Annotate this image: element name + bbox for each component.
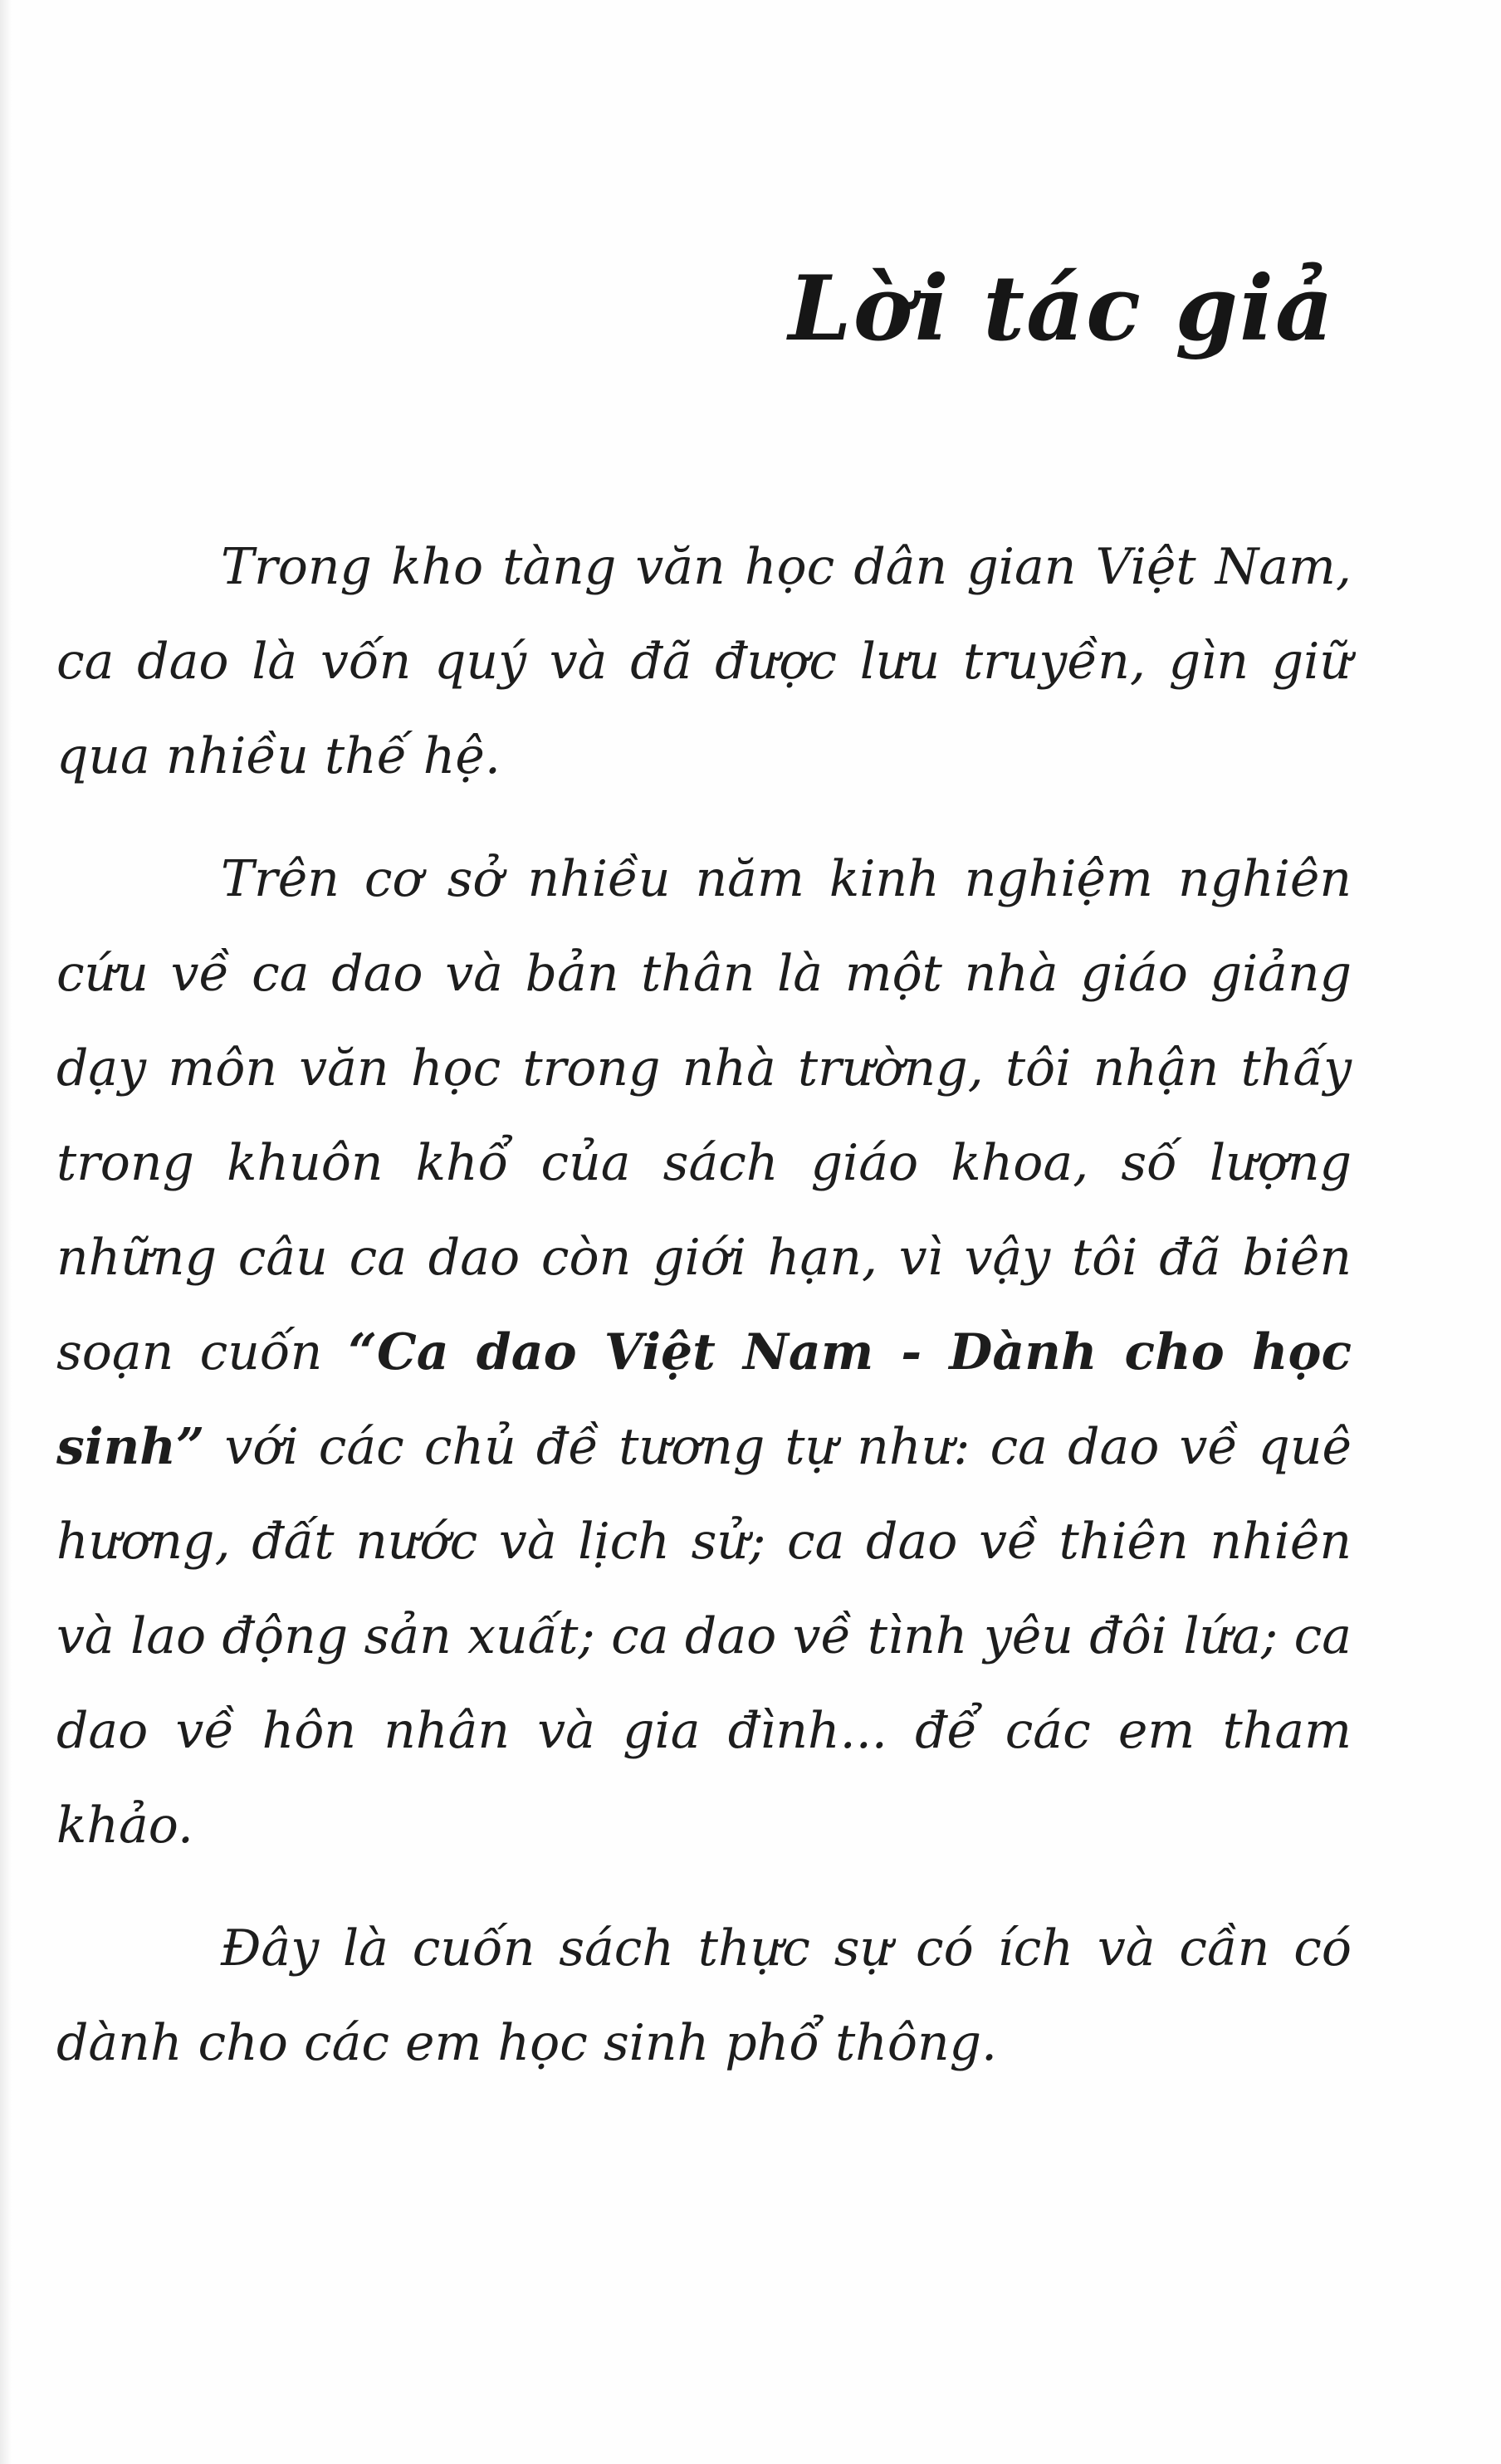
paragraph-2-after: với các chủ đề tương tự như: ca dao về quê hương, đất nước và lịch sử; ca dao về thiên nhiên và lao động sản xuất; ca dao về tình yêu đôi lứa; ca dao về hôn nhân và gia đình... để các em tham khảo. (56, 1418, 1352, 1855)
paragraph-2 (56, 832, 1352, 1873)
page-edge-shadow (0, 0, 12, 2464)
paragraph-1: Trong kho tàng văn học dân gian Việt Nam, ca dao là vốn quý và đã được lưu truyền, gìn giữ qua nhiều thế hệ. (56, 538, 1352, 785)
page-title: Lời tác giả (788, 257, 1335, 361)
preface-body (56, 520, 1352, 2119)
book-title: “Ca dao Việt Nam - Dành cho học sinh” (56, 1323, 1352, 1476)
paragraph-3: Đây là cuốn sách thực sự có ích và cần có dành cho các em học sinh phổ thông. (56, 1919, 1352, 2072)
paragraph-2-before: Trên cơ sở nhiều năm kinh nghiệm nghiên cứu về ca dao và bản thân là một nhà giáo giảng dạy môn văn học trong nhà trường, tôi nhận thấy trong khuôn khổ của sách giáo khoa, số lượng những câu ca dao còn giới hạn, vì vậy tôi đã biên soạn cuốn (56, 850, 1352, 1381)
